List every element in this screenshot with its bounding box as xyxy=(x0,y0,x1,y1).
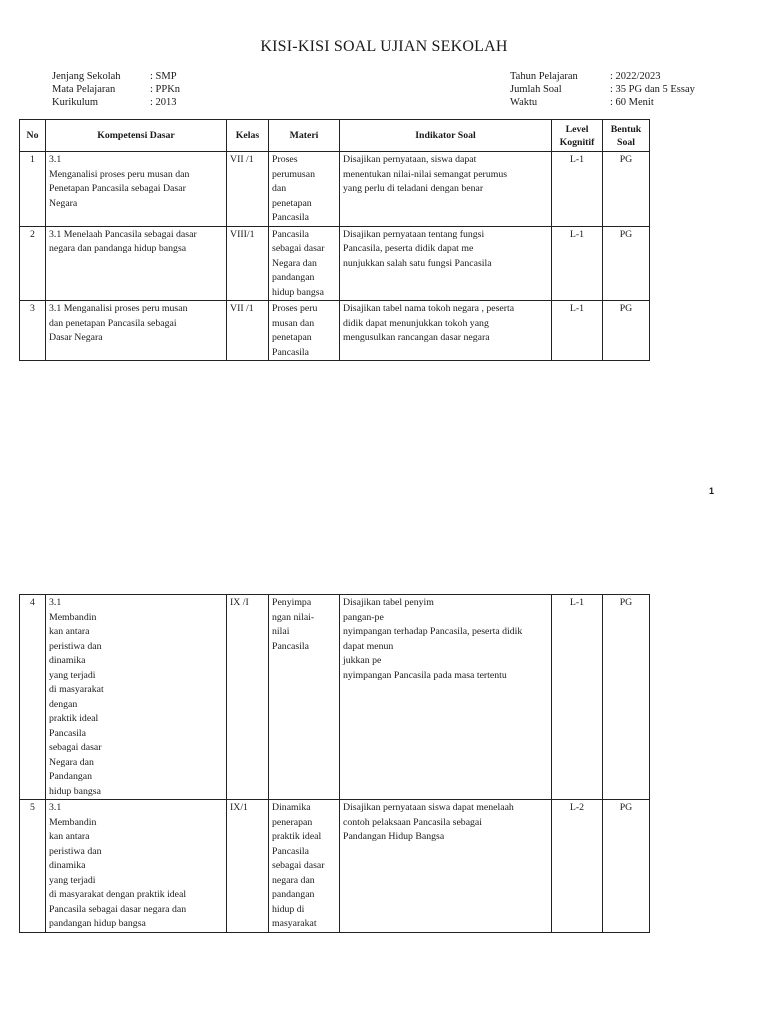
cell-kelas: IX/1 xyxy=(227,800,269,933)
cell-no: 5 xyxy=(20,800,46,933)
cell-level: L-1 xyxy=(552,301,603,361)
table-row xyxy=(20,152,650,227)
cell-indikator: Disajikan tabel nama tokoh negara , peserta didik dapat menunjukkan tokoh yang mengusulkan rancangan dasar negara xyxy=(340,301,552,361)
cell-no: 1 xyxy=(20,152,46,227)
table-header-row xyxy=(20,120,650,152)
table-row xyxy=(20,800,650,933)
cell-kelas: VIII/1 xyxy=(227,226,269,301)
cell-bentuk: PG xyxy=(603,152,650,227)
cell-indikator: Disajikan pernyataan, siswa dapat menentukan nilai-nilai semangat perumus yang perlu di teladani dengan benar xyxy=(340,152,552,227)
cell-kompetensi-dasar: 3.1 Menganalisi proses peru musan dan Penetapan Pancasila sebagai Dasar Negara xyxy=(46,152,227,227)
kisi-kisi-table xyxy=(19,119,650,361)
header-kelas: Kelas xyxy=(227,120,269,152)
meta-row-tahun xyxy=(510,70,695,83)
document-title: KISI-KISI SOAL UJIAN SEKOLAH xyxy=(260,38,508,55)
cell-level: L-1 xyxy=(552,226,603,301)
cell-kompetensi-dasar: 3.1 Menganalisi proses peru musan dan penetapan Pancasila sebagai Dasar Negara xyxy=(46,301,227,361)
cell-materi: Dinamika penerapan praktik ideal Pancasila sebagai dasar negara dan pandangan hidup di masyarakat xyxy=(269,800,340,933)
kisi-kisi-table-continued xyxy=(19,594,650,933)
meta-row-waktu xyxy=(510,96,695,109)
cell-level: L-2 xyxy=(552,800,603,933)
header-bentuk-soal: Bentuk Soal xyxy=(603,120,650,152)
cell-level: L-1 xyxy=(552,595,603,800)
meta-row-jumlah xyxy=(510,83,695,96)
cell-kompetensi-dasar: 3.1 Membandin kan antara peristiwa dan dinamika yang terjadi di masyarakat dengan praktik ideal Pancasila sebagai dasar negara dan pandangan hidup bangsa xyxy=(46,800,227,933)
header-kompetensi-dasar: Kompetensi Dasar xyxy=(46,120,227,152)
cell-kelas: IX /I xyxy=(227,595,269,800)
cell-kompetensi-dasar: 3.1 Menelaah Pancasila sebagai dasar negara dan pandanga hidup bangsa xyxy=(46,226,227,301)
cell-indikator: Disajikan tabel penyim pangan-pe nyimpangan terhadap Pancasila, peserta didik dapat menun jukkan pe nyimpangan Pancasila pada masa tertentu xyxy=(340,595,552,800)
header-indikator-soal: Indikator Soal xyxy=(340,120,552,152)
header-no: No xyxy=(20,120,46,152)
table-row xyxy=(20,595,650,800)
table-row xyxy=(20,301,650,361)
meta-value: : PPKn xyxy=(150,84,181,95)
meta-value: : 2022/2023 xyxy=(610,71,661,82)
meta-label: Tahun Pelajaran xyxy=(510,71,578,82)
meta-row-kurikulum xyxy=(52,96,180,109)
cell-indikator: Disajikan pernyataan tentang fungsi Pancasila, peserta didik dapat me nunjukkan salah satu fungsi Pancasila xyxy=(340,226,552,301)
cell-no: 2 xyxy=(20,226,46,301)
cell-materi: Proses perumusan dan penetapan Pancasila xyxy=(269,152,340,227)
table-row xyxy=(20,226,650,301)
header-level-kognitif: Level Kognitif xyxy=(552,120,603,152)
cell-bentuk: PG xyxy=(603,800,650,933)
cell-materi: Penyimpa ngan nilai- nilai Pancasila xyxy=(269,595,340,800)
page-number: 1 xyxy=(709,486,715,496)
cell-bentuk: PG xyxy=(603,595,650,800)
cell-materi: Pancasila sebagai dasar Negara dan pandangan hidup bangsa xyxy=(269,226,340,301)
meta-label: Kurikulum xyxy=(52,97,99,108)
header-materi: Materi xyxy=(269,120,340,152)
cell-bentuk: PG xyxy=(603,301,650,361)
cell-kelas: VII /1 xyxy=(227,152,269,227)
meta-row-jenjang xyxy=(52,70,180,83)
cell-no: 3 xyxy=(20,301,46,361)
cell-bentuk: PG xyxy=(603,226,650,301)
cell-materi: Proses peru musan dan penetapan Pancasila xyxy=(269,301,340,361)
meta-label: Waktu xyxy=(510,97,538,108)
cell-no: 4 xyxy=(20,595,46,800)
cell-indikator: Disajikan pernyataan siswa dapat menelaah contoh pelaksaan Pancasila sebagai Pandangan Hidup Bangsa xyxy=(340,800,552,933)
cell-kompetensi-dasar: 3.1 Membandin kan antara peristiwa dan dinamika yang terjadi di masyarakat dengan praktik ideal Pancasila sebagai dasar Negara dan Pandangan hidup bangsa xyxy=(46,595,227,800)
meta-right xyxy=(510,70,695,109)
meta-value: : 35 PG dan 5 Essay xyxy=(610,84,695,95)
cell-kelas: VII /1 xyxy=(227,301,269,361)
meta-label: Jumlah Soal xyxy=(510,84,562,95)
meta-value: : 60 Menit xyxy=(610,97,654,108)
cell-level: L-1 xyxy=(552,152,603,227)
meta-label: Mata Pelajaran xyxy=(52,84,116,95)
meta-label: Jenjang Sekolah xyxy=(52,71,121,82)
meta-value: : SMP xyxy=(150,71,177,82)
meta-left xyxy=(52,70,180,109)
meta-row-mapel xyxy=(52,83,180,96)
meta-value: : 2013 xyxy=(150,97,177,108)
